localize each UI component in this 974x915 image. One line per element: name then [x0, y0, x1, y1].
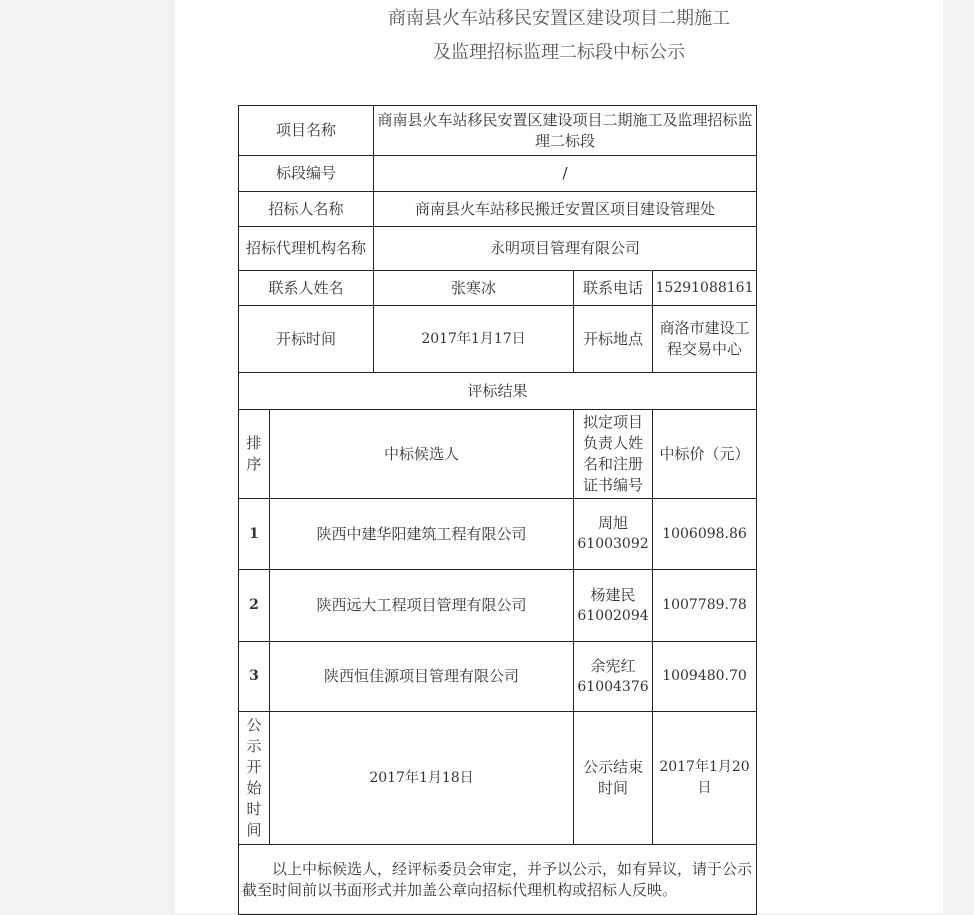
manager-header: 拟定项目负责人姓名和注册证书编号	[574, 410, 653, 499]
agency-value: 永明项目管理有限公司	[374, 227, 757, 271]
rank-header: 排序	[239, 410, 270, 499]
table-row	[239, 499, 757, 570]
row-opening	[239, 306, 757, 373]
candidate-header: 中标候选人	[270, 410, 574, 499]
tenderer-value: 商南县火车站移民搬迁安置区项目建设管理处	[374, 192, 757, 227]
row-project-name	[239, 106, 757, 156]
contact-value: 张寒冰	[374, 271, 574, 306]
candidate-cell: 陕西远大工程项目管理有限公司	[270, 570, 574, 642]
manager-cert: 61002094	[577, 607, 649, 624]
row-publicity	[239, 712, 757, 845]
results-section-title: 评标结果	[239, 373, 757, 410]
open-place-label: 开标地点	[574, 306, 653, 373]
document-title-line2: 及监理招标监理二标段中标公示	[433, 42, 685, 63]
row-tenderer	[239, 192, 757, 227]
project-name-label: 项目名称	[239, 106, 374, 156]
project-name-value: 商南县火车站移民安置区建设项目二期施工及监理招标监理二标段	[374, 106, 757, 156]
row-results-header	[239, 410, 757, 499]
manager-name: 杨建民	[590, 585, 636, 604]
section-no-value: /	[374, 156, 757, 192]
candidate-cell: 陕西中建华阳建筑工程有限公司	[270, 499, 574, 570]
phone-label: 联系电话	[574, 271, 653, 306]
publicity-start-label: 公示开始时间	[239, 712, 270, 845]
manager-name: 余宪红	[590, 656, 636, 675]
table-row	[239, 570, 757, 642]
manager-name: 周旭	[598, 514, 629, 532]
candidate-cell: 陕西恒佳源项目管理有限公司	[270, 642, 574, 712]
publicity-end-label: 公示结束时间	[574, 712, 653, 845]
manager-cell	[574, 499, 653, 570]
rank-cell: 1	[239, 499, 270, 570]
price-cell: 1007789.78	[653, 570, 757, 642]
price-cell: 1006098.86	[653, 499, 757, 570]
rank-cell: 3	[239, 642, 270, 712]
tenderer-label: 招标人名称	[239, 192, 374, 227]
publicity-end-value: 2017年1月20日	[653, 712, 757, 845]
rank-cell: 2	[239, 570, 270, 642]
objection-notice: 以上中标候选人，经评标委员会审定，并予以公示，如有异议，请于公示截至时间前以书面形式并加盖公章向招标代理机构或招标人反映。	[239, 845, 757, 915]
section-no-label: 标段编号	[239, 156, 374, 192]
document-page	[175, 0, 943, 913]
open-time-label: 开标时间	[239, 306, 374, 373]
agency-label: 招标代理机构名称	[239, 227, 374, 271]
open-time-value: 2017年1月17日	[374, 306, 574, 373]
document-title-line1: 商南县火车站移民安置区建设项目二期施工	[388, 8, 730, 29]
open-place-value: 商洛市建设工程交易中心	[653, 306, 757, 373]
row-agency	[239, 227, 757, 271]
table-row	[239, 642, 757, 712]
price-cell: 1009480.70	[653, 642, 757, 712]
phone-value: 15291088161	[653, 271, 757, 306]
bid-result-table	[238, 105, 757, 915]
row-results-title	[239, 373, 757, 410]
contact-label: 联系人姓名	[239, 271, 374, 306]
manager-cell	[574, 570, 653, 642]
row-section-no	[239, 156, 757, 192]
manager-cert: 61004376	[577, 678, 649, 695]
row-notice	[239, 845, 757, 915]
manager-cert: 61003092	[577, 536, 649, 552]
row-contact	[239, 271, 757, 306]
price-header: 中标价（元）	[653, 410, 757, 499]
manager-cell	[574, 642, 653, 712]
publicity-start-value: 2017年1月18日	[270, 712, 574, 845]
